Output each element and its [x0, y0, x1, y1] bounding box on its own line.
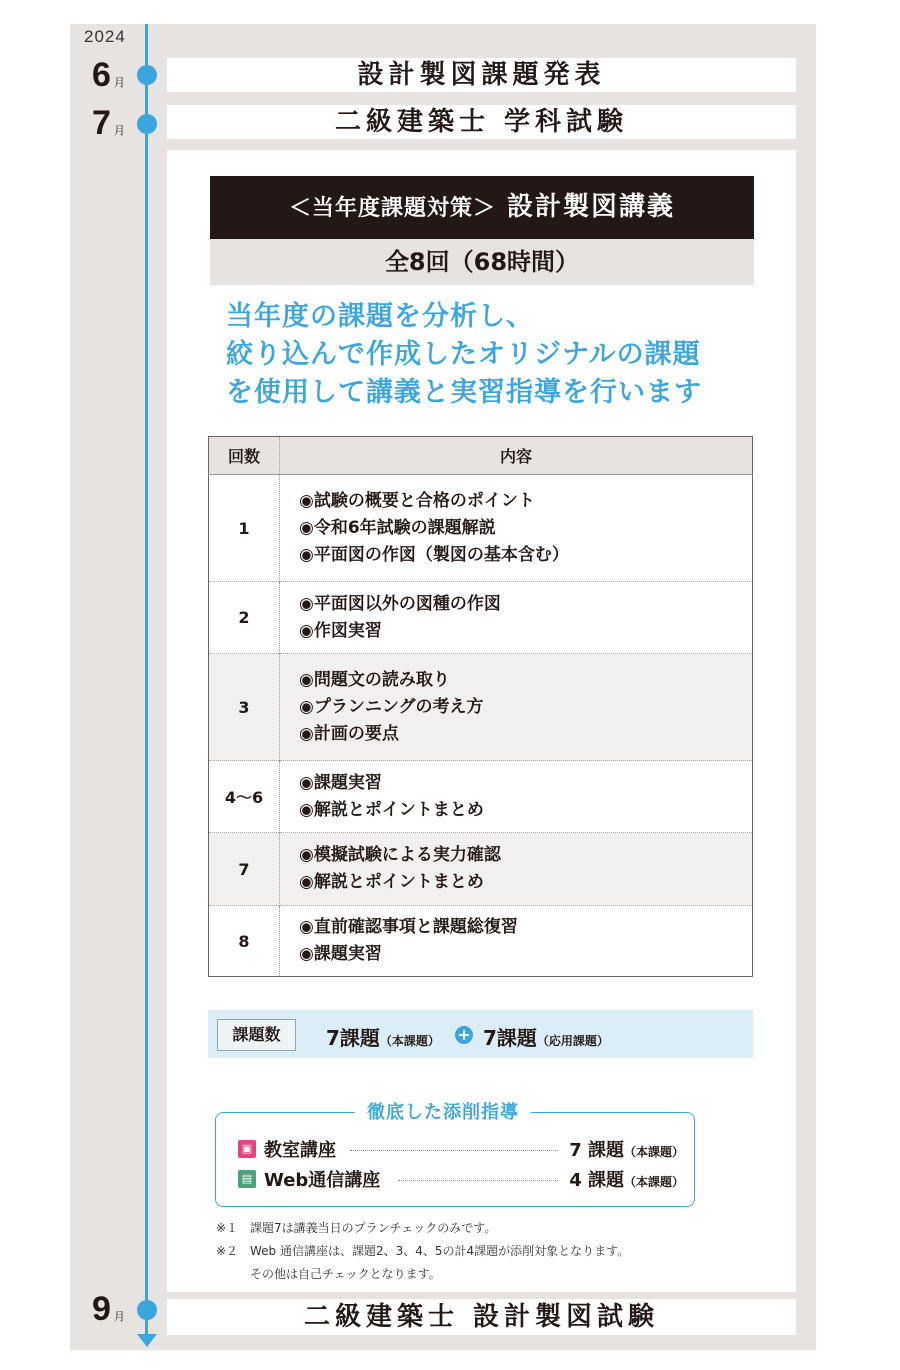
- correction-title: 徹底した添削指導: [355, 1098, 531, 1124]
- content-item: ◉試験の概要と合格のポイント: [299, 490, 535, 511]
- web-course-icon: ▤: [238, 1170, 256, 1188]
- content-item: ◉プランニングの考え方: [299, 696, 484, 717]
- footnote: その他は自己チェックとなります。: [250, 1267, 441, 1281]
- event-design-task-announcement: 設計製図課題発表: [167, 58, 796, 92]
- timeline-dot: [137, 65, 157, 85]
- table-row: [209, 833, 753, 906]
- session-content: [280, 761, 753, 833]
- content-item: ◉直前確認事項と課題総復習: [299, 917, 518, 937]
- content-item: ◉課題実習: [299, 944, 382, 964]
- event-design-exam: 二級建築士 設計製図試験: [167, 1299, 796, 1335]
- content-item: ◉解説とポイントまとめ: [299, 872, 484, 892]
- table-row: [209, 475, 753, 582]
- table-row: [209, 761, 753, 833]
- course-type-name: Web通信講座: [264, 1170, 381, 1191]
- assignment-count-label: 課題数: [217, 1019, 296, 1051]
- timeline-year: 2024: [84, 27, 126, 46]
- header-content: 内容: [280, 437, 753, 475]
- content-item: ◉課題実習: [299, 772, 382, 793]
- footnote: ※２ Web 通信講座は、課題2、3、4、5の計4課題が添削対象となります。: [216, 1244, 630, 1258]
- content-item: ◉解説とポイントまとめ: [299, 799, 484, 820]
- lead-line: 当年度の課題を分析し、: [226, 301, 534, 332]
- session-content: [280, 582, 753, 654]
- session-number: 4〜6: [209, 761, 280, 833]
- correction-row-classroom: [238, 1136, 684, 1162]
- plus-icon: +: [455, 1026, 473, 1044]
- correction-count: 4 課題（本課題）: [569, 1170, 684, 1191]
- lead-line: 絞り込んで作成したオリジナルの課題: [226, 339, 701, 370]
- event-written-exam: 二級建築士 学科試験: [167, 105, 796, 139]
- classroom-icon: ▣: [238, 1140, 256, 1158]
- session-number: 7: [209, 833, 280, 906]
- content-item: ◉模擬試験による実力確認: [299, 845, 501, 865]
- course-type-name: 教室講座: [264, 1140, 336, 1161]
- session-number: 3: [209, 654, 280, 761]
- content-item: ◉平面図の作図（製図の基本含む）: [299, 544, 569, 565]
- session-content: [280, 654, 753, 761]
- course-lead: [226, 298, 766, 412]
- session-number: 2: [209, 582, 280, 654]
- content-item: ◉平面図以外の図種の作図: [299, 593, 501, 614]
- table-row: [209, 582, 753, 654]
- content-item: ◉作図実習: [299, 620, 382, 641]
- session-number: 1: [209, 475, 280, 582]
- footnote: ※１ 課題7は講義当日のプランチェックのみです。: [216, 1221, 497, 1235]
- timeline-dot: [137, 1300, 157, 1320]
- session-content: [280, 906, 753, 977]
- session-content: [280, 475, 753, 582]
- month-june: 6 月: [92, 56, 125, 94]
- correction-count: 7 課題（本課題）: [569, 1140, 684, 1161]
- course-title-main: 設計製図講義: [507, 192, 676, 222]
- content-item: ◉令和6年試験の課題解説: [299, 517, 496, 538]
- month-september: 9 月: [92, 1290, 125, 1328]
- content-item: ◉問題文の読み取り: [299, 669, 450, 690]
- course-title: [210, 176, 754, 239]
- main-assignment-count: 7課題（本課題）: [326, 1026, 440, 1050]
- leader-dots: [350, 1150, 558, 1151]
- timeline-arrow-icon: [137, 1334, 157, 1347]
- timeline-line: [145, 24, 148, 1336]
- session-number: 8: [209, 906, 280, 977]
- table-header-row: [209, 437, 753, 475]
- session-content: [280, 833, 753, 906]
- leader-dots: [398, 1180, 558, 1181]
- table-row: [209, 654, 753, 761]
- lead-line: を使用して講義と実習指導を行います: [226, 377, 702, 408]
- timeline-dot: [137, 114, 157, 134]
- table-row: [209, 906, 753, 977]
- header-session-number: 回数: [209, 437, 280, 475]
- applied-assignment-count: 7課題（応用課題）: [483, 1026, 609, 1050]
- correction-row-web: [238, 1166, 684, 1192]
- course-title-prefix: ＜当年度課題対策＞: [288, 196, 496, 221]
- schedule-table: [208, 436, 753, 977]
- content-item: ◉計画の要点: [299, 723, 399, 744]
- course-sessions: 全8回（68時間）: [210, 239, 754, 285]
- month-july: 7 月: [92, 104, 125, 142]
